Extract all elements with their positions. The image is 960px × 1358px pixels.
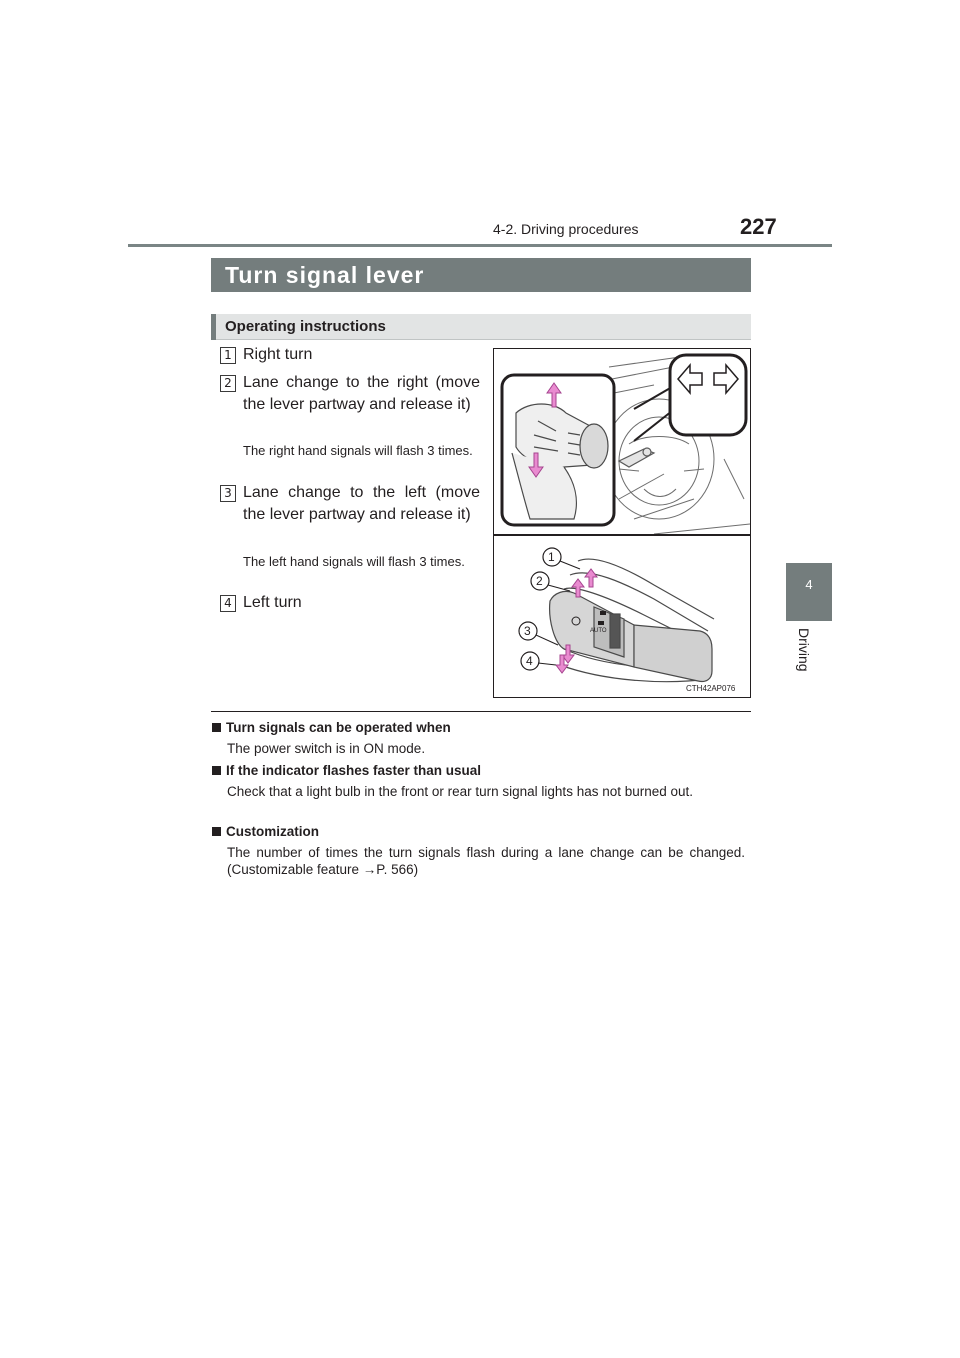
page-number: 227: [740, 214, 777, 239]
subsection-title: Operating instructions: [225, 318, 386, 335]
item-text-1: Right turn: [243, 346, 313, 363]
turn-signal-illustration: [493, 348, 751, 698]
note-heading-2: [212, 763, 481, 778]
item-number-1: 1: [220, 347, 236, 364]
section-breadcrumb: 4-2. Driving procedures: [493, 221, 639, 237]
note-body-1: The power switch is in ON mode.: [227, 741, 426, 756]
switch-auto-label: AUTO: [590, 628, 607, 634]
note-heading-3-text: Customization: [226, 824, 319, 839]
chapter-label: Driving: [796, 628, 812, 672]
note-body-3: The number of times the turn signals flash during a lane change can be changed. (Customizable feature →P. 566): [227, 845, 745, 877]
subsection-bar: [211, 314, 751, 340]
item-text-2: Lane change to the right (move the lever partway and release it): [243, 374, 480, 413]
note-heading-1-text: Turn signals can be operated when: [226, 720, 451, 735]
section-title: Turn signal lever: [225, 262, 425, 288]
header-divider: [128, 244, 832, 247]
notes-divider: [211, 711, 751, 712]
callout-2: 2: [536, 574, 543, 588]
item-number-4: 4: [220, 595, 236, 612]
note-body-2: Check that a light bulb in the front or rear turn signal lights has not burned out.: [227, 784, 694, 799]
note-heading-1: [212, 720, 451, 735]
item-note-3: The left hand signals will flash 3 times.: [243, 554, 465, 569]
item-number-3: 3: [220, 485, 236, 502]
item-text-3: Lane change to the left (move the lever partway and release it): [243, 484, 480, 523]
note-heading-2-text: If the indicator flashes faster than usual: [226, 763, 482, 778]
section-title-bar: [211, 258, 751, 292]
figure-code: CTH42AP076: [686, 684, 736, 693]
callout-4: 4: [526, 654, 533, 668]
callout-1: 1: [548, 550, 555, 564]
item-text-4: Left turn: [243, 594, 302, 611]
subsection-marker: [211, 314, 216, 340]
item-number-2: 2: [220, 375, 236, 392]
bullet-square-icon: [212, 723, 221, 732]
bullet-square-icon: [212, 827, 221, 836]
callout-3: 3: [524, 624, 531, 638]
item-note-2: The right hand signals will flash 3 times.: [243, 443, 473, 458]
note-heading-3: [212, 824, 319, 839]
chapter-number: 4: [805, 577, 813, 592]
bullet-square-icon: [212, 766, 221, 775]
chapter-tab: [786, 563, 832, 621]
chapter-label-container: [788, 628, 824, 678]
